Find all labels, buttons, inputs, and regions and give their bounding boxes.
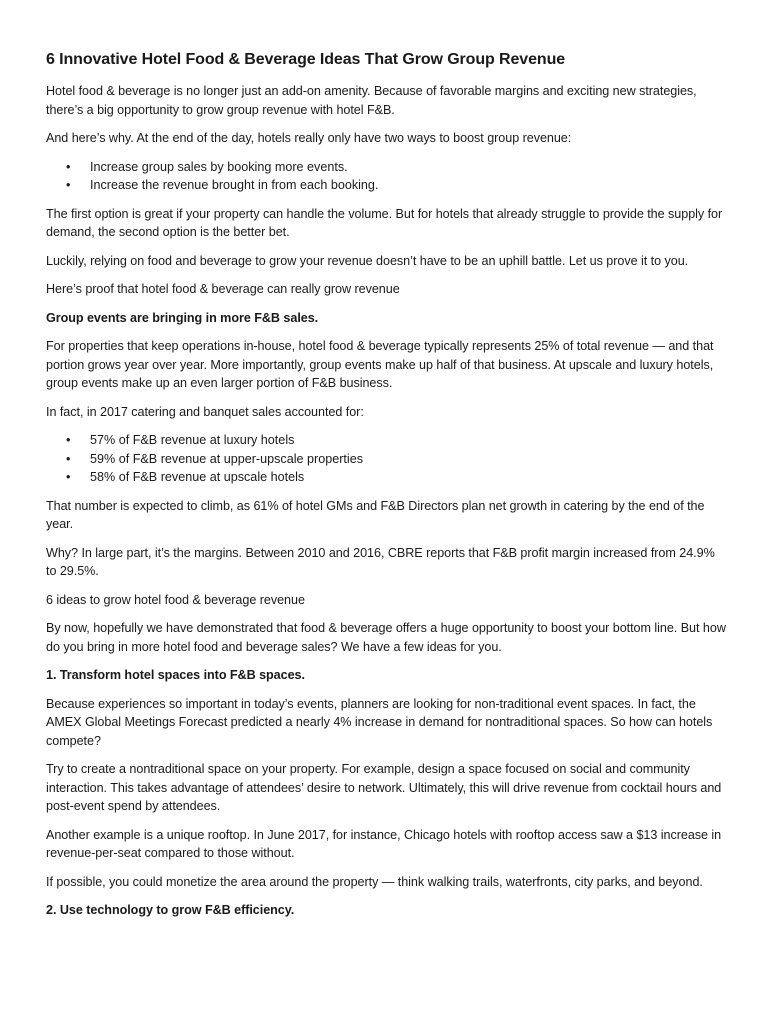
section-heading-technology: 2. Use technology to grow F&B efficiency. <box>46 903 295 917</box>
list-item: • 57% of F&B revenue at luxury hotels <box>46 431 726 450</box>
bullet-icon: • <box>66 470 71 484</box>
document-page <box>46 50 726 930</box>
section-heading-group-events: Group events are bringing in more F&B sales. <box>46 310 319 325</box>
paragraph-intro: Hotel food & beverage is no longer just an add-on amenity. Because of favorable margins and exciting new strategies, there’s a big opportunity to grow group revenue with hotel F&B. <box>46 84 697 117</box>
paragraph-luckily: Luckily, relying on food and beverage to grow your revenue doesn’t have to be an uphill battle. Let us prove it to you. <box>46 253 689 268</box>
page-title: 6 Innovative Hotel Food & Beverage Ideas That Grow Group Revenue <box>46 51 566 68</box>
paragraph-why: And here’s why. At the end of the day, hotels really only have two ways to boost group revenue: <box>46 131 572 145</box>
paragraph-in-fact: In fact, in 2017 catering and banquet sales accounted for: <box>46 404 364 419</box>
bullet-icon: • <box>66 451 71 466</box>
paragraph-by-now: By now, hopefully we have demonstrated that food & beverage offers a huge opportunity to boost your bottom line. But how do you bring in more hotel food and beverage sales? We have a few ideas for you. <box>46 621 726 654</box>
paragraph-proof: Here’s proof that hotel food & beverage can really grow revenue <box>46 282 400 296</box>
stats-list <box>46 431 726 487</box>
list-item: • Increase the revenue brought in from each booking. <box>46 176 726 195</box>
paragraph-nontraditional: Try to create a nontraditional space on your property. For example, design a space focused on social and community interaction. This takes advantage of attendees’ desire to network. Ultimately, this will drive revenue from cocktail hours and post-event spend by attendees. <box>46 762 722 813</box>
paragraph-climb: That number is expected to climb, as 61% of hotel GMs and F&B Directors plan net growth in catering by the end of the year. <box>46 498 705 531</box>
ways-list <box>46 158 726 195</box>
paragraph-six-ideas: 6 ideas to grow hotel food & beverage revenue <box>46 592 305 607</box>
paragraph-margins: Why? In large part, it’s the margins. Between 2010 and 2016, CBRE reports that F&B profit margin increased from 24.9% to 29.5%. <box>46 545 715 578</box>
list-item: • 59% of F&B revenue at upper-upscale properties <box>46 450 726 469</box>
bullet-icon: • <box>66 159 71 174</box>
paragraph-experiences: Because experiences so important in today’s events, planners are looking for non-traditional event spaces. In fact, the AMEX Global Meetings Forecast predicted a nearly 4% increase in demand for nontraditional spaces. So how can hotels compete? <box>46 696 713 748</box>
bullet-icon: • <box>66 433 71 447</box>
paragraph-first-option: The first option is great if your property can handle the volume. But for hotels that already struggle to provide the supply for demand, the second option is the better bet. <box>46 206 723 239</box>
list-item: • Increase group sales by booking more events. <box>46 158 726 177</box>
section-heading-transform: 1. Transform hotel spaces into F&B spaces. <box>46 668 305 682</box>
list-item: • 58% of F&B revenue at upscale hotels <box>46 468 726 487</box>
paragraph-monetize: If possible, you could monetize the area around the property — think walking trails, waterfronts, city parks, and beyond. <box>46 874 703 889</box>
paragraph-properties: For properties that keep operations in-house, hotel food & beverage typically represents 25% of total revenue — and that portion grows year over year. More importantly, group events make up half of that business. At upscale and luxury hotels, group events make up an even larger portion of F&B business. <box>46 339 714 390</box>
paragraph-rooftop: Another example is a unique rooftop. In June 2017, for instance, Chicago hotels with rooftop access saw a $13 increase in revenue-per-seat compared to those without. <box>46 827 722 860</box>
bullet-icon: • <box>66 178 71 192</box>
